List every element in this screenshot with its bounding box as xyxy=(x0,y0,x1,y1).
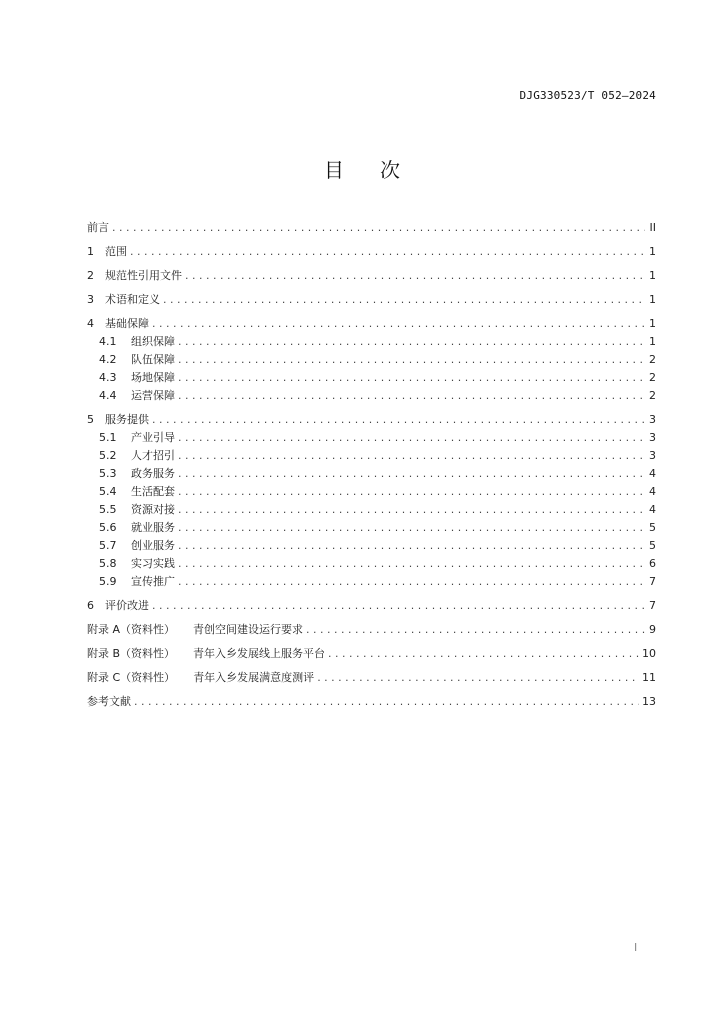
toc-number: 4.3 xyxy=(99,371,117,384)
toc-label: 基础保障 xyxy=(105,317,149,330)
toc-page: 3 xyxy=(649,413,656,426)
toc-number: 4 xyxy=(87,317,94,330)
toc-leader-dots xyxy=(178,573,645,591)
toc-number: 5.2 xyxy=(99,449,117,462)
toc-number: 4.4 xyxy=(99,389,117,402)
toc-leader-dots xyxy=(152,411,645,429)
page-number: I xyxy=(634,941,638,954)
toc-number: 5.7 xyxy=(99,539,117,552)
toc-label: 规范性引用文件 xyxy=(105,269,182,282)
toc-leader-dots xyxy=(112,219,645,237)
toc-appendix-title: 青创空间建设运行要求 xyxy=(193,623,304,636)
toc-entry-5[interactable] xyxy=(87,411,656,429)
toc-page: 5 xyxy=(649,539,656,552)
toc-label: 创业服务 xyxy=(131,539,175,552)
toc-page: 3 xyxy=(649,449,656,462)
toc-entry-references[interactable] xyxy=(87,693,656,711)
toc-label: 评价改进 xyxy=(105,599,149,612)
toc-entry-4-1[interactable] xyxy=(87,333,656,351)
toc-page: 7 xyxy=(649,575,656,588)
toc-entry-5-3[interactable] xyxy=(87,465,656,483)
toc-page: II xyxy=(649,221,656,234)
toc-entry-5-4[interactable] xyxy=(87,483,656,501)
toc-leader-dots xyxy=(152,597,645,615)
toc-label: 术语和定义 xyxy=(105,293,160,306)
toc-leader-dots xyxy=(306,621,645,639)
toc-leader-dots xyxy=(328,645,639,663)
toc-label: 服务提供 xyxy=(105,413,149,426)
toc-leader-dots xyxy=(178,555,645,573)
toc-entry-appendix-a[interactable] xyxy=(87,621,656,639)
toc-number: 4.1 xyxy=(99,335,117,348)
toc-entry-5-5[interactable] xyxy=(87,501,656,519)
toc-leader-dots xyxy=(178,387,645,405)
toc-leader-dots xyxy=(185,267,645,285)
toc-label: 队伍保障 xyxy=(131,353,175,366)
toc-entry-5-9[interactable] xyxy=(87,573,656,591)
toc-appendix-title: 青年入乡发展满意度测评 xyxy=(193,671,315,684)
title-char-1: 目 xyxy=(324,158,344,182)
toc-label: 政务服务 xyxy=(131,467,175,480)
toc-entry-appendix-b[interactable] xyxy=(87,645,656,663)
toc-page: 6 xyxy=(649,557,656,570)
toc-leader-dots xyxy=(178,465,645,483)
toc-leader-dots xyxy=(178,501,645,519)
toc-label: 资源对接 xyxy=(131,503,175,516)
toc-page: 2 xyxy=(649,353,656,366)
toc-leader-dots xyxy=(178,537,645,555)
toc-number: 2 xyxy=(87,269,94,282)
toc-leader-dots xyxy=(134,693,639,711)
toc-leader-dots xyxy=(317,669,639,687)
toc-entry-4-3[interactable] xyxy=(87,369,656,387)
toc-label: 附录 A（资料性） xyxy=(87,623,176,636)
toc-leader-dots xyxy=(178,351,645,369)
toc-entry-2[interactable] xyxy=(87,267,656,285)
toc-entry-1[interactable] xyxy=(87,243,656,261)
toc-number: 4.2 xyxy=(99,353,117,366)
toc-number: 5.5 xyxy=(99,503,117,516)
toc-page: 3 xyxy=(649,431,656,444)
toc-page: 2 xyxy=(649,389,656,402)
toc-leader-dots xyxy=(130,243,645,261)
toc-entry-5-7[interactable] xyxy=(87,537,656,555)
toc-number: 5.8 xyxy=(99,557,117,570)
toc-page: 1 xyxy=(649,335,656,348)
toc-label: 场地保障 xyxy=(131,371,175,384)
toc-number: 3 xyxy=(87,293,94,306)
toc-entry-6[interactable] xyxy=(87,597,656,615)
toc-entry-foreword[interactable] xyxy=(87,219,656,237)
page-title xyxy=(0,154,724,183)
toc-page: 4 xyxy=(649,467,656,480)
toc-entry-appendix-c[interactable] xyxy=(87,669,656,687)
toc-leader-dots xyxy=(152,315,645,333)
toc-label: 附录 B（资料性） xyxy=(87,647,176,660)
toc-page: 11 xyxy=(642,671,656,684)
toc-page: 1 xyxy=(649,317,656,330)
toc-page: 4 xyxy=(649,503,656,516)
toc-label: 宣传推广 xyxy=(131,575,175,588)
toc-page: 4 xyxy=(649,485,656,498)
toc-leader-dots xyxy=(178,333,645,351)
document-code: DJG330523/T 052—2024 xyxy=(519,89,656,102)
toc-label: 附录 C（资料性） xyxy=(87,671,176,684)
toc-page: 2 xyxy=(649,371,656,384)
toc-leader-dots xyxy=(163,291,645,309)
toc-leader-dots xyxy=(178,519,645,537)
toc-label: 范围 xyxy=(105,245,127,258)
toc-number: 5.4 xyxy=(99,485,117,498)
toc-page: 7 xyxy=(649,599,656,612)
toc-label: 组织保障 xyxy=(131,335,175,348)
toc-number: 5 xyxy=(87,413,94,426)
toc-label: 就业服务 xyxy=(131,521,175,534)
toc-page: 10 xyxy=(642,647,656,660)
toc-label: 参考文献 xyxy=(87,695,131,708)
toc-page: 1 xyxy=(649,245,656,258)
toc-entry-4-4[interactable] xyxy=(87,387,656,405)
toc-entry-5-2[interactable] xyxy=(87,447,656,465)
toc-number: 6 xyxy=(87,599,94,612)
toc-entry-4[interactable] xyxy=(87,315,656,333)
toc-number: 1 xyxy=(87,245,94,258)
toc-entry-4-2[interactable] xyxy=(87,351,656,369)
toc-leader-dots xyxy=(178,369,645,387)
toc-number: 5.3 xyxy=(99,467,117,480)
toc-page: 1 xyxy=(649,269,656,282)
toc-leader-dots xyxy=(178,483,645,501)
title-char-2: 次 xyxy=(380,158,400,182)
toc-entry-3[interactable] xyxy=(87,291,656,309)
toc-label: 产业引导 xyxy=(131,431,175,444)
toc-entry-5-6[interactable] xyxy=(87,519,656,537)
toc-number: 5.6 xyxy=(99,521,117,534)
toc-page: 1 xyxy=(649,293,656,306)
toc-label: 生活配套 xyxy=(131,485,175,498)
toc-leader-dots xyxy=(178,447,645,465)
toc-number: 5.1 xyxy=(99,431,117,444)
toc-leader-dots xyxy=(178,429,645,447)
toc-page: 9 xyxy=(649,623,656,636)
toc-entry-5-1[interactable] xyxy=(87,429,656,447)
toc-entry-5-8[interactable] xyxy=(87,555,656,573)
toc-number: 5.9 xyxy=(99,575,117,588)
toc-page: 13 xyxy=(642,695,656,708)
table-of-contents xyxy=(87,219,656,711)
toc-label: 人才招引 xyxy=(131,449,175,462)
toc-label: 实习实践 xyxy=(131,557,175,570)
toc-label: 运营保障 xyxy=(131,389,175,402)
toc-label: 前言 xyxy=(87,221,109,234)
toc-page: 5 xyxy=(649,521,656,534)
toc-appendix-title: 青年入乡发展线上服务平台 xyxy=(193,647,326,660)
